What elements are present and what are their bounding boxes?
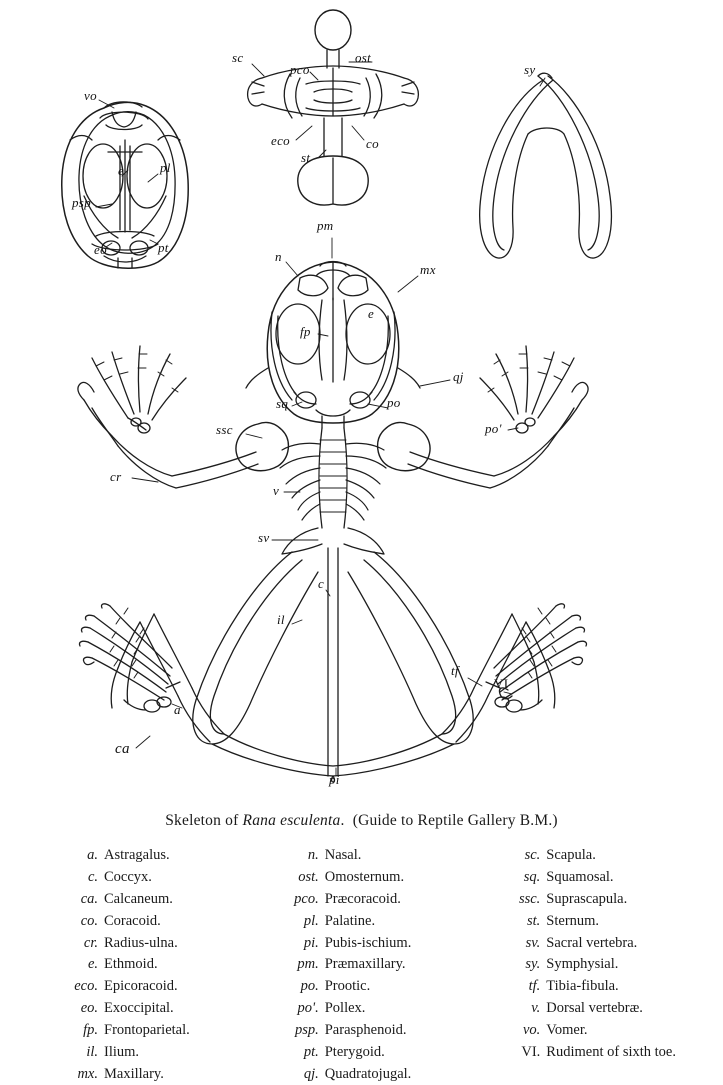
legend-item: [498, 998, 676, 1019]
legend-item: [498, 845, 676, 866]
legend-term: Coccyx.: [104, 868, 152, 885]
legend-abbr: eo.: [80, 1000, 98, 1017]
figure-label-sy: sy: [524, 62, 536, 77]
legend-abbr: po'.: [297, 1000, 319, 1017]
legend-term: Suprascapula.: [546, 890, 628, 907]
legend-term: Ilium.: [104, 1043, 140, 1060]
legend-item: [277, 845, 412, 866]
legend-item: [277, 933, 412, 954]
plate-caption: [0, 812, 723, 830]
legend-abbr: sv.: [525, 934, 541, 951]
legend-abbr: e.: [87, 956, 98, 973]
figure-label-il: il: [277, 612, 285, 627]
figure-label-eco: eco: [271, 133, 290, 148]
legend-term: Vomer.: [546, 1022, 588, 1038]
figure-label-qj: qj: [453, 369, 464, 384]
figure-label-c: c: [318, 576, 325, 591]
legend-item: [56, 867, 190, 888]
legend-term: Sternum.: [546, 912, 600, 929]
legend-item: [277, 954, 412, 975]
figure-label-vi: VI: [494, 676, 509, 691]
symphysial-figure: [480, 73, 612, 258]
legend-abbr: ca.: [80, 890, 98, 907]
legend-term: Parasphenoid.: [324, 1022, 407, 1038]
legend-term: Præcoracoid.: [324, 890, 401, 907]
caption-text: [0, 812, 723, 830]
legend-item: [498, 889, 676, 910]
figure-label-pollex: po': [485, 421, 502, 436]
legend-abbr: st.: [527, 912, 541, 929]
figure-label-psp: psp: [72, 195, 91, 210]
figure-label-sq: sq: [276, 396, 289, 411]
legend-term: Tibia-fibula.: [546, 978, 619, 995]
vertebral-column: [193, 422, 473, 782]
legend-abbr: c.: [87, 868, 98, 885]
figure-label-mx: mx: [420, 262, 436, 277]
legend-abbr: eco.: [74, 978, 98, 995]
legend-abbr: ssc.: [518, 890, 541, 907]
left-hindlimb: [79, 604, 224, 742]
legend-abbr: VI.: [521, 1043, 541, 1060]
legend-item: [498, 867, 676, 888]
legend-abbr: mx.: [77, 1065, 98, 1082]
figure-label-v: v: [273, 483, 280, 498]
legend-item: [498, 911, 676, 932]
skull-ventral-figure: [62, 102, 188, 268]
legend-term: Scapula.: [546, 847, 596, 863]
figure-label-a: a: [174, 702, 181, 717]
legend-term: Epicoracoid.: [104, 978, 178, 995]
legend-term: Exoccipital.: [104, 1000, 174, 1017]
figure-label-eo: eo: [94, 242, 107, 257]
figure-label-ca: ca: [115, 741, 130, 757]
figure-label-ssc: ssc: [216, 422, 233, 437]
legend-item: [277, 1020, 412, 1041]
legend-term: Maxillary.: [104, 1065, 164, 1082]
legend-item: [498, 1042, 676, 1063]
figure-label-sv: sv: [258, 530, 270, 545]
legend-abbr: co.: [80, 912, 98, 929]
legend-abbr: sc.: [524, 847, 541, 863]
legend-abbr: n.: [307, 847, 319, 863]
figure-label-cr: cr: [110, 469, 122, 484]
legend-abbr: il.: [86, 1043, 98, 1060]
legend-term: Ethmoid.: [104, 956, 158, 973]
figure-label-e-top: e: [118, 163, 125, 178]
caption-suffix: .: [340, 812, 345, 829]
legend-term: Rudiment of sixth toe.: [546, 1043, 676, 1060]
legend-term: Frontoparietal.: [104, 1022, 190, 1038]
figure-label-tf: tf: [451, 663, 459, 678]
legend-term: Sacral vertebra.: [546, 934, 638, 951]
figure-label-n: n: [275, 249, 282, 264]
legend-item: [277, 911, 412, 932]
legend-item: [56, 889, 190, 910]
figure-label-pt: pt: [158, 240, 169, 255]
legend-item: [56, 998, 190, 1019]
legend-item: [498, 933, 676, 954]
figure-label-st: st: [301, 150, 311, 165]
legend-term: Pollex.: [324, 1000, 366, 1017]
abbreviation-legend: [56, 845, 676, 1085]
legend-term: Coracoid.: [104, 912, 161, 929]
figure-label-fp: fp: [300, 324, 311, 339]
legend-item: [56, 933, 190, 954]
legend-abbr: pco.: [294, 890, 319, 907]
legend-item: [56, 954, 190, 975]
legend-abbr: a.: [87, 847, 98, 863]
legend-abbr: qj.: [303, 1065, 319, 1082]
legend-item: [277, 867, 412, 888]
figure-label-pi: pi: [329, 772, 340, 787]
legend-item: [498, 976, 676, 997]
left-forelimb: [78, 346, 258, 488]
legend-item: [277, 976, 412, 997]
legend-abbr: tf.: [528, 978, 541, 995]
legend-item: [56, 1020, 190, 1041]
legend-column-3: [498, 845, 676, 1085]
legend-abbr: sq.: [523, 868, 541, 885]
caption-source: (Guide to Reptile Gallery B.M.): [352, 812, 558, 829]
legend-term: Pterygoid.: [324, 1043, 385, 1060]
figure-label-vo: vo: [84, 88, 97, 103]
right-hindlimb: [442, 604, 587, 742]
legend-term: Nasal.: [324, 847, 362, 863]
legend-term: Quadratojugal.: [324, 1065, 412, 1082]
legend-item: [498, 1020, 676, 1041]
legend-term: Prootic.: [324, 978, 371, 995]
legend-column-1: [56, 845, 190, 1085]
caption-prefix: Skeleton of: [165, 812, 243, 829]
legend-term: Dorsal vertebræ.: [546, 1000, 643, 1017]
right-forelimb: [408, 346, 588, 488]
legend-term: Astragalus.: [104, 847, 170, 863]
legend-abbr: psp.: [294, 1022, 319, 1038]
legend-term: Omosternum.: [324, 868, 405, 885]
figure-label-po: po: [387, 395, 401, 410]
figure-label-pl: pl: [160, 160, 171, 175]
figure-label-e-skull: e: [368, 306, 375, 321]
legend-abbr: pm.: [297, 956, 319, 973]
legend-item: [56, 845, 190, 866]
legend-column-2: [277, 845, 412, 1085]
legend-term: Præmaxillary.: [324, 956, 406, 973]
legend-term: Calcaneum.: [104, 890, 173, 907]
legend-item: [277, 1064, 412, 1085]
legend-abbr: pl.: [303, 912, 319, 929]
figure-label-pm: pm: [317, 218, 334, 233]
legend-item: [277, 889, 412, 910]
legend-abbr: pi.: [303, 934, 319, 951]
legend-item: [56, 1042, 190, 1063]
legend-item: [277, 1042, 412, 1063]
species-name: Rana esculenta: [242, 812, 341, 829]
legend-abbr: fp.: [83, 1022, 98, 1038]
legend-abbr: ost.: [298, 868, 319, 885]
shoulder-girdle-figure: [248, 10, 419, 205]
legend-item: [56, 976, 190, 997]
legend-abbr: cr.: [83, 934, 98, 951]
legend-abbr: sy.: [525, 956, 541, 973]
legend-abbr: pt.: [303, 1043, 319, 1060]
legend-term: Radius-ulna.: [104, 934, 178, 951]
figure-label-co: co: [366, 136, 379, 151]
legend-item: [56, 1064, 190, 1085]
legend-abbr: v.: [531, 1000, 541, 1017]
legend-abbr: po.: [300, 978, 319, 995]
legend-item: [56, 911, 190, 932]
figure-label-pco: pco: [290, 62, 310, 77]
legend-term: Symphysial.: [546, 956, 619, 973]
legend-abbr: vo.: [522, 1022, 541, 1038]
figure-label-sc: sc: [232, 50, 244, 65]
figure-label-ost: ost: [355, 50, 372, 65]
legend-term: Squamosal.: [546, 868, 614, 885]
legend-term: Pubis-ischium.: [324, 934, 412, 951]
legend-item: [498, 954, 676, 975]
legend-item: [277, 998, 412, 1019]
legend-term: Palatine.: [324, 912, 376, 929]
